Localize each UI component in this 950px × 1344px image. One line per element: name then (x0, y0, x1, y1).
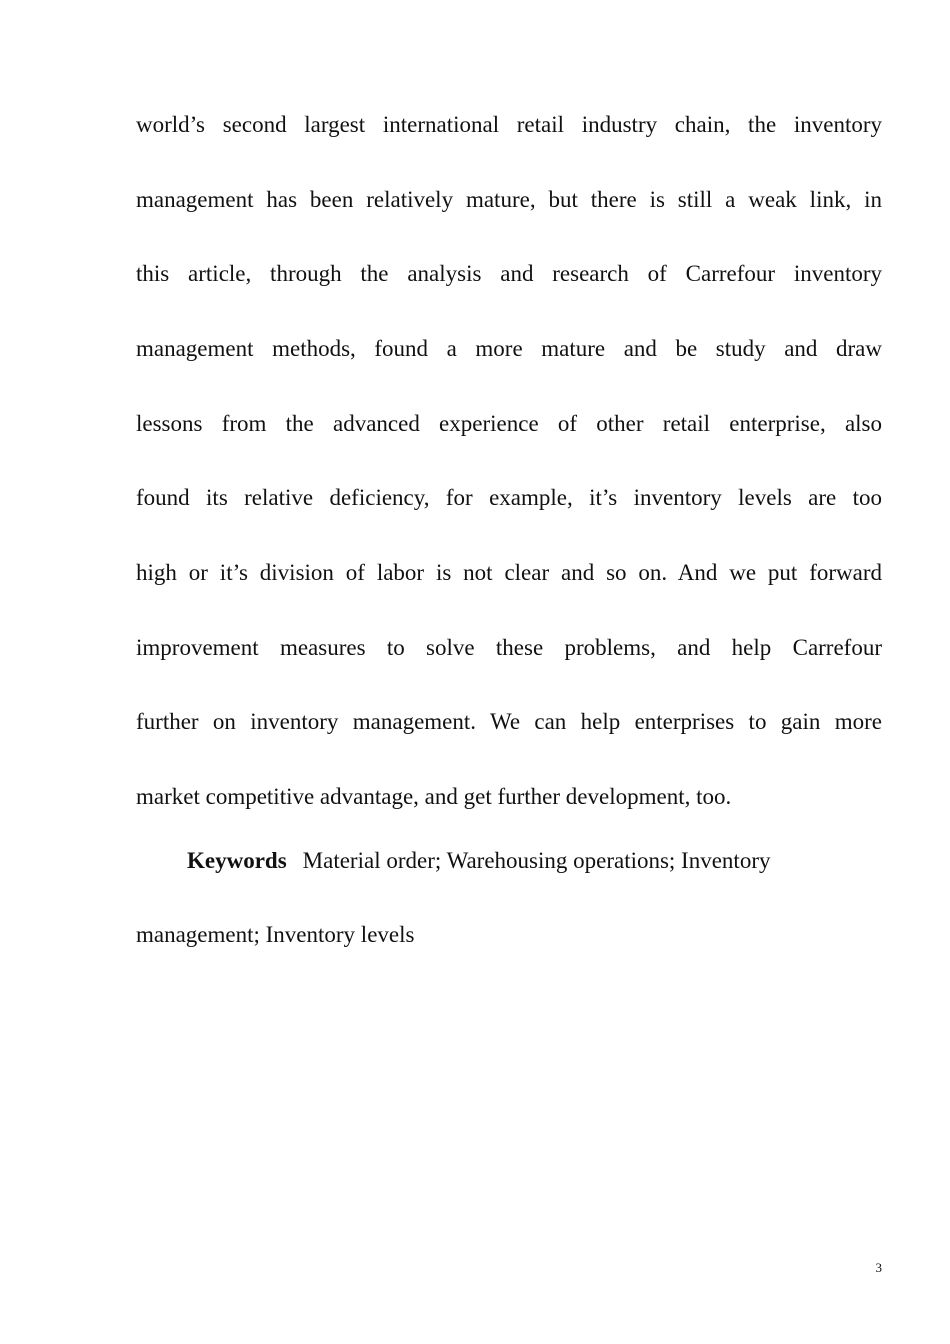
abstract-line: market competitive advantage, and get further development, too. (136, 784, 732, 809)
keywords-continuation: management; Inventory levels (136, 922, 415, 947)
abstract-line: high or it’s division of labor is not clear and so on. And we put forward (136, 560, 882, 585)
keywords-label: Keywords (187, 848, 287, 873)
abstract-line: world’s second largest international retail industry chain, the inventory (136, 112, 882, 137)
abstract-line: management methods, found a more mature and be study and draw (136, 336, 882, 361)
abstract-line: further on inventory management. We can help enterprises to gain more (136, 709, 882, 734)
abstract-line: improvement measures to solve these problems, and help Carrefour (136, 635, 882, 660)
page-number: 3 (875, 1260, 882, 1275)
abstract-line: lessons from the advanced experience of other retail enterprise, also (136, 411, 882, 436)
abstract-line: management has been relatively mature, but there is still a weak link, in (136, 187, 882, 212)
keywords-line (187, 846, 770, 876)
abstract-line: found its relative deficiency, for example, it’s inventory levels are too (136, 485, 882, 510)
keywords-text: Material order; Warehousing operations; Inventory (302, 848, 771, 873)
abstract-line: this article, through the analysis and research of Carrefour inventory (136, 261, 882, 286)
